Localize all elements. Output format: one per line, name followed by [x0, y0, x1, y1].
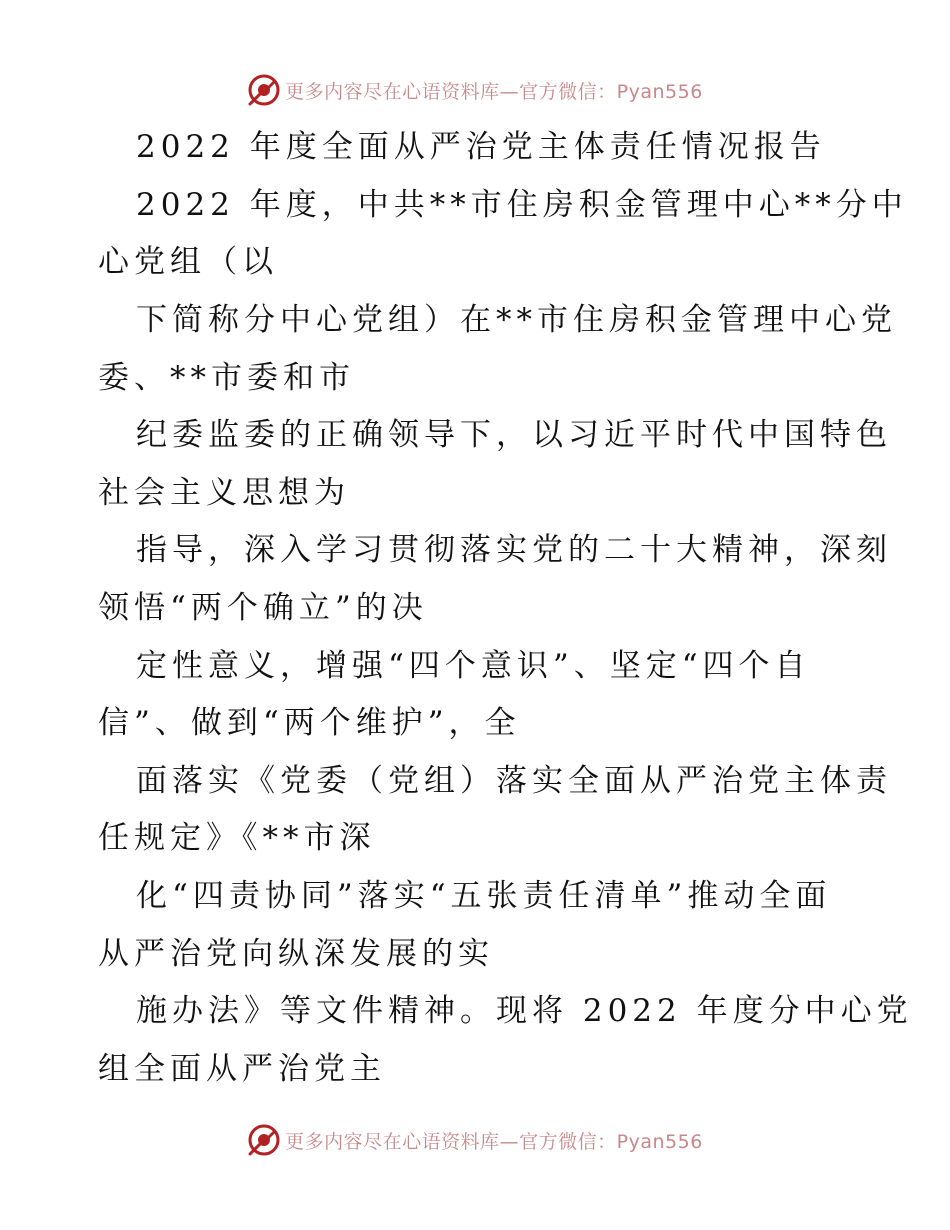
- paragraph-line: 施办法》等文件精神。现将 2022 年度分中心党: [136, 993, 913, 1029]
- document-title: 2022 年度全面从严治党主体责任情况报告: [136, 129, 826, 165]
- footer-watermark-banner: [0, 1120, 950, 1160]
- paragraph-line: 化“四责协同”落实“五张责任清单”推动全面: [136, 878, 832, 914]
- paragraph-line: 下简称分中心党组）在**市住房积金管理中心党: [136, 302, 897, 338]
- watermark-text: 更多内容尽在心语资料库—官方微信：Pyan556: [285, 1130, 703, 1153]
- watermark-text: 更多内容尽在心语资料库—官方微信：Pyan556: [285, 80, 703, 103]
- paragraph-line: 定性意义，增强“四个意识”、坚定“四个自: [136, 648, 811, 684]
- paragraph-line: 心党组（以: [98, 244, 278, 280]
- paragraph-line: 社会主义思想为: [98, 475, 350, 511]
- paragraph-line: 纪委监委的正确领导下，以习近平时代中国特色: [136, 417, 892, 453]
- paragraph-line: 组全面从严治党主: [98, 1051, 386, 1087]
- paragraph-line: 2022 年度，中共**市住房积金管理中心**分中: [136, 187, 908, 223]
- paragraph-line: 委、**市委和市: [98, 360, 355, 396]
- paragraph-line: 从严治党向纵深发展的实: [98, 936, 494, 972]
- paragraph-line: 信”、做到“两个维护”，全: [98, 705, 521, 741]
- paragraph-line: 任规定》《**市深: [98, 820, 376, 856]
- paragraph-line: 指导，深入学习贯彻落实党的二十大精神，深刻: [136, 532, 892, 568]
- paragraph-line: 领悟“两个确立”的决: [98, 590, 428, 626]
- paragraph-line: 面落实《党委（党组）落实全面从严治党主体责: [136, 763, 892, 799]
- pen-logo-icon: [247, 1123, 281, 1157]
